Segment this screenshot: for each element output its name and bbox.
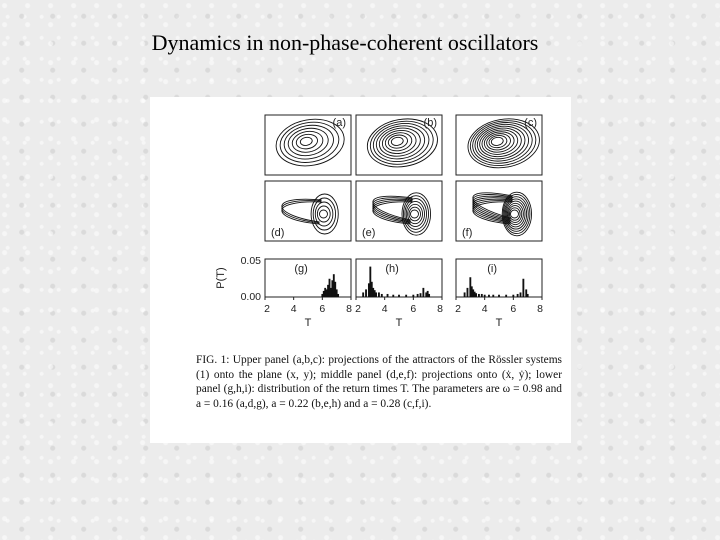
histogram-bar [475,293,477,297]
x-tick-label: 8 [346,303,352,315]
panel-label-a: (a) [332,117,346,129]
histogram-panel-frame [265,259,351,297]
x-tick-label: 2 [264,303,270,315]
histogram-bar [517,294,519,297]
histogram-bar [527,294,529,297]
slide-title: Dynamics in non-phase-coherent oscillators [151,30,539,55]
histogram-bar [362,292,364,297]
histogram-bar [512,295,514,297]
histogram-bar [412,295,414,297]
x-tick-label: 6 [510,303,517,315]
panel-label-d: (d) [271,227,285,239]
x-tick-label: 6 [319,303,326,315]
x-tick-label: 4 [381,303,388,315]
histogram-bar [392,295,394,297]
figure-image [150,97,571,443]
y-tick-label: 0.00 [240,291,261,303]
histogram-bar [520,292,522,297]
figure-panels [150,97,571,353]
histogram-bar [492,295,494,297]
x-tick-label: 2 [355,303,361,315]
panel-label-e: (e) [362,227,376,239]
panel-label-h: (h) [385,263,399,275]
x-tick-label: 4 [290,303,297,315]
histogram-bar [378,292,380,297]
histogram-bar [522,279,524,297]
x-tick-label: 4 [481,303,488,315]
panel-label-c: (c) [524,117,537,129]
x-axis-label: T [395,317,403,329]
histogram-bar [337,294,339,297]
histogram-bar [387,294,389,297]
histogram-bar [498,295,500,297]
figure-caption: FIG. 1: Upper panel (a,b,c): projections of the attractors of the Rössler systems (1) onto the plane (x, y); middle panel (d,e,f): projections onto (ẋ, ẏ); lower panel (g,h,i): distribution of the return times T. The parameters are ω = 0.98 and a = 0.16 (a,d,g), a = 0.22 (b,e,h) and a = 0.28 (c,f,i). [196,354,562,410]
panel-label-i: (i) [487,263,498,275]
histogram-bar [505,295,507,297]
histogram-bar [405,295,407,297]
panel-label-b: (b) [423,117,437,129]
histogram-bar [398,295,400,297]
histogram-bar [428,294,430,297]
y-tick-label: 0.05 [240,255,261,267]
histogram-bar [467,288,469,297]
panel-label-f: (f) [462,227,473,239]
histogram-bar [488,295,490,297]
x-axis-label: T [304,317,312,329]
histogram-bar [484,295,486,297]
histogram-bar [481,294,483,297]
x-tick-label: 8 [437,303,443,315]
x-axis-label: T [495,317,503,329]
histogram-panel-frame [456,259,542,297]
histogram-bar [417,294,419,297]
histogram-bar [422,288,424,297]
histogram-bar [381,294,383,297]
x-tick-label: 8 [537,303,543,315]
x-tick-label: 6 [410,303,417,315]
histogram-bar [420,293,422,297]
histogram-bar [478,294,480,297]
panel-label-g: (g) [294,263,308,275]
histogram-bar [365,289,367,297]
histogram-bar [464,292,466,297]
y-axis-label: P(T) [215,267,227,289]
histogram-bar [375,292,377,297]
x-tick-label: 2 [455,303,461,315]
